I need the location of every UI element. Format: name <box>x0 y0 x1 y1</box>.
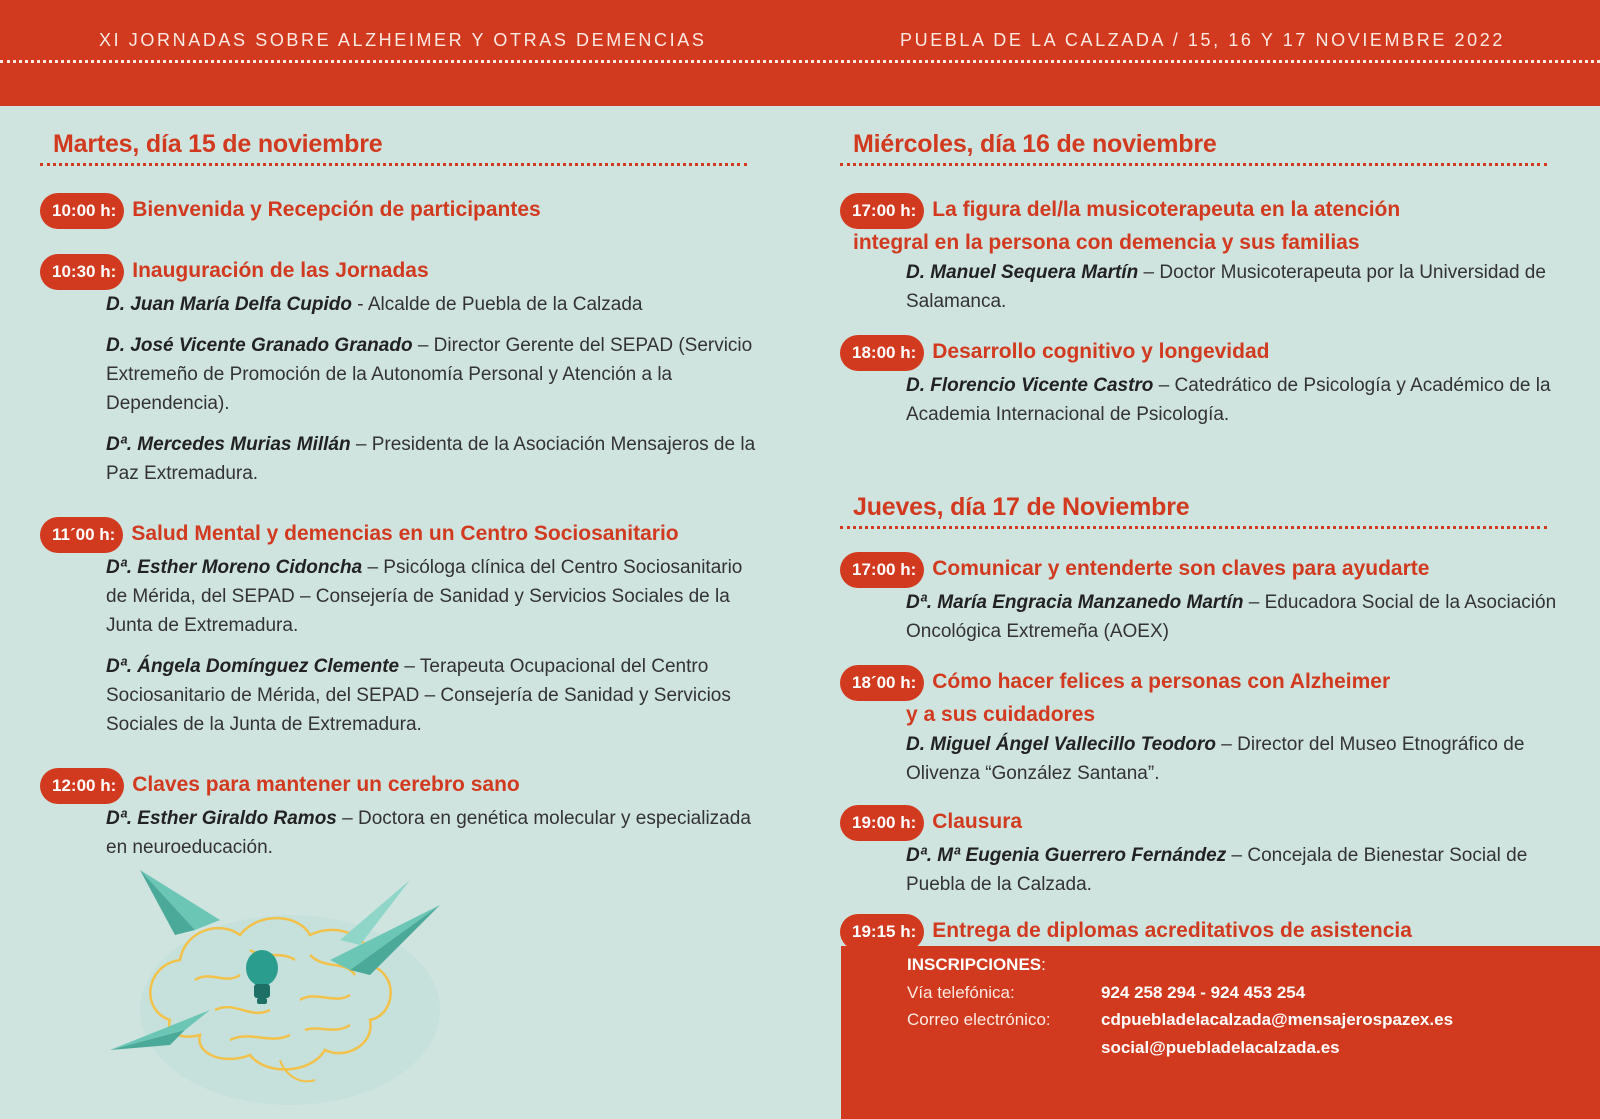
registration-box <box>841 946 1600 1119</box>
session-thu-1800 <box>840 668 1560 788</box>
event-place-dates: PUEBLA DE LA CALZADA / 15, 16 Y 17 NOVIEMBRE 2022 <box>900 30 1505 50</box>
tuesday-column <box>40 130 760 894</box>
speaker-role: – Catedrático de Psicología y Académico de la Academia Internacional de Psicología. <box>906 375 1551 425</box>
brain-lightbulb-illustration <box>100 860 460 1110</box>
time-badge: 11´00 h: <box>40 517 123 553</box>
session-1030 <box>40 257 760 488</box>
speaker <box>106 804 760 862</box>
speaker-name: Dª. Esther Moreno Cidoncha <box>106 557 363 578</box>
session-title: Entrega de diplomas acreditativos de asistencia <box>932 919 1412 942</box>
speaker <box>106 290 760 319</box>
speaker <box>906 258 1560 316</box>
header-bar <box>0 0 1600 106</box>
speaker-name: D. Miguel Ángel Vallecillo Teodoro <box>906 734 1217 755</box>
session-title: Comunicar y entenderte son claves para ayudarte <box>932 557 1430 580</box>
email-row <box>907 1010 1453 1030</box>
session-title: Claves para mantener un cerebro sano <box>132 773 520 796</box>
session-1100 <box>40 520 760 739</box>
time-badge: 12:00 h: <box>40 768 124 804</box>
session-wed-1800 <box>840 338 1560 429</box>
speaker-name: Dª. María Engracia Manzanedo Martín <box>906 592 1244 613</box>
speaker <box>906 588 1560 646</box>
session-title: Desarrollo cognitivo y longevidad <box>932 340 1270 363</box>
speaker <box>106 331 760 418</box>
session-title: Salud Mental y demencias en un Centro Sociosanitario <box>131 522 679 545</box>
speaker <box>106 553 760 640</box>
speaker-role: – Educadora Social de la Asociación Oncológica Extremeña (AOEX) <box>906 592 1557 642</box>
time-badge: 19:00 h: <box>840 805 924 841</box>
header-dotted-divider <box>0 60 1600 63</box>
speaker-role: – Presidenta de la Asociación Mensajeros de la Paz Extremadura. <box>106 434 756 484</box>
day-heading-thursday: Jueves, día 17 de Noviembre <box>840 493 1547 529</box>
time-badge: 17:00 h: <box>840 552 924 588</box>
registration-heading-colon: : <box>1041 955 1046 974</box>
speaker-name: D. José Vicente Granado Granado <box>106 335 413 356</box>
phone-label: Vía telefónica: <box>907 983 1015 1002</box>
time-badge: 18´00 h: <box>840 665 924 701</box>
session-title <box>932 194 1400 225</box>
speaker-name: Dª. Mª Eugenia Guerrero Fernández <box>906 845 1227 866</box>
session-title: Inauguración de las Jornadas <box>132 259 429 282</box>
speaker-name: D. Manuel Sequera Martín <box>906 262 1139 283</box>
speaker-role: – Doctora en genética molecular y especializada en neuroeducación. <box>106 808 751 858</box>
speaker <box>906 371 1560 429</box>
registration-heading <box>907 955 1046 975</box>
email-row-2 <box>907 1038 1340 1058</box>
time-badge: 10:30 h: <box>40 254 124 290</box>
time-badge: 18:00 h: <box>840 335 924 371</box>
event-title: XI JORNADAS SOBRE ALZHEIMER Y OTRAS DEMENCIAS <box>99 30 707 50</box>
email-link-1[interactable]: cdpuebladelacalzada@mensajerospazex.es <box>1101 1010 1454 1029</box>
speaker-name: Dª. Ángela Domínguez Clemente <box>106 656 400 677</box>
session-thu-1700 <box>840 555 1560 646</box>
speaker-name: D. Juan María Delfa Cupido <box>106 294 352 315</box>
speaker-role: – Director del Museo Etnográfico de Olivenza “González Santana”. <box>906 734 1525 784</box>
time-badge: 17:00 h: <box>840 193 924 229</box>
email-label: Correo electrónico: <box>907 1010 1051 1029</box>
speaker <box>906 730 1560 788</box>
session-wed-1700 <box>840 196 1560 316</box>
session-title: Bienvenida y Recepción de participantes <box>132 198 541 221</box>
time-badge: 10:00 h: <box>40 193 124 229</box>
speaker-name: Dª. Mercedes Murias Millán <box>106 434 351 455</box>
session-thu-1900 <box>840 808 1560 899</box>
session-1200 <box>40 771 760 862</box>
day-heading-wednesday: Miércoles, día 16 de noviembre <box>840 130 1547 166</box>
day-heading-tuesday: Martes, día 15 de noviembre <box>40 130 747 166</box>
speaker-role: – Concejala de Bienestar Social de Puebla de la Calzada. <box>906 845 1528 895</box>
speaker-role: – Psicóloga clínica del Centro Sociosanitario de Mérida, del SEPAD – Consejería de Sanidad y Servicios Sociales de la Junta de Extremadura. <box>106 557 743 636</box>
session-title: Cómo hacer felices a personas con Alzheimer <box>932 670 1391 693</box>
session-title-line-1: La figura del/la musicoterapeuta en la atención <box>932 198 1401 221</box>
speaker-role: - Alcalde de Puebla de la Calzada <box>351 294 643 315</box>
email-link-2[interactable]: social@puebladelacalzada.es <box>1101 1038 1340 1057</box>
session-title-line-2: integral en la persona con demencia y sus familias <box>853 231 1360 254</box>
session-title: Clausura <box>932 810 1023 833</box>
speaker-role: – Terapeuta Ocupacional del Centro Sociosanitario de Mérida, del SEPAD – Consejería de Sanidad y Servicios Sociales de la Junta de Extremadura. <box>106 656 731 735</box>
speaker <box>106 430 760 488</box>
paper-plane-icon <box>140 870 220 935</box>
phone-value[interactable]: 924 258 294 - 924 453 254 <box>1101 983 1306 1002</box>
session-title-line-2: y a sus cuidadores <box>906 703 1096 726</box>
speaker-name: Dª. Esther Giraldo Ramos <box>106 808 337 829</box>
phone-row <box>907 983 1305 1003</box>
speaker-role: – Director Gerente del SEPAD (Servicio Extremeño de Promoción de la Autonomía Personal y Atención a la Dependencia). <box>106 335 753 414</box>
speaker <box>906 841 1560 899</box>
registration-heading-text: INSCRIPCIONES <box>907 955 1042 974</box>
session-1000 <box>40 196 760 229</box>
speaker-name: D. Florencio Vicente Castro <box>906 375 1154 396</box>
speaker-role: – Doctor Musicoterapeuta por la Universidad de Salamanca. <box>906 262 1546 312</box>
wednesday-thursday-column <box>840 130 1560 982</box>
speaker <box>106 652 760 739</box>
time-badge: 19:15 h: <box>840 914 924 950</box>
